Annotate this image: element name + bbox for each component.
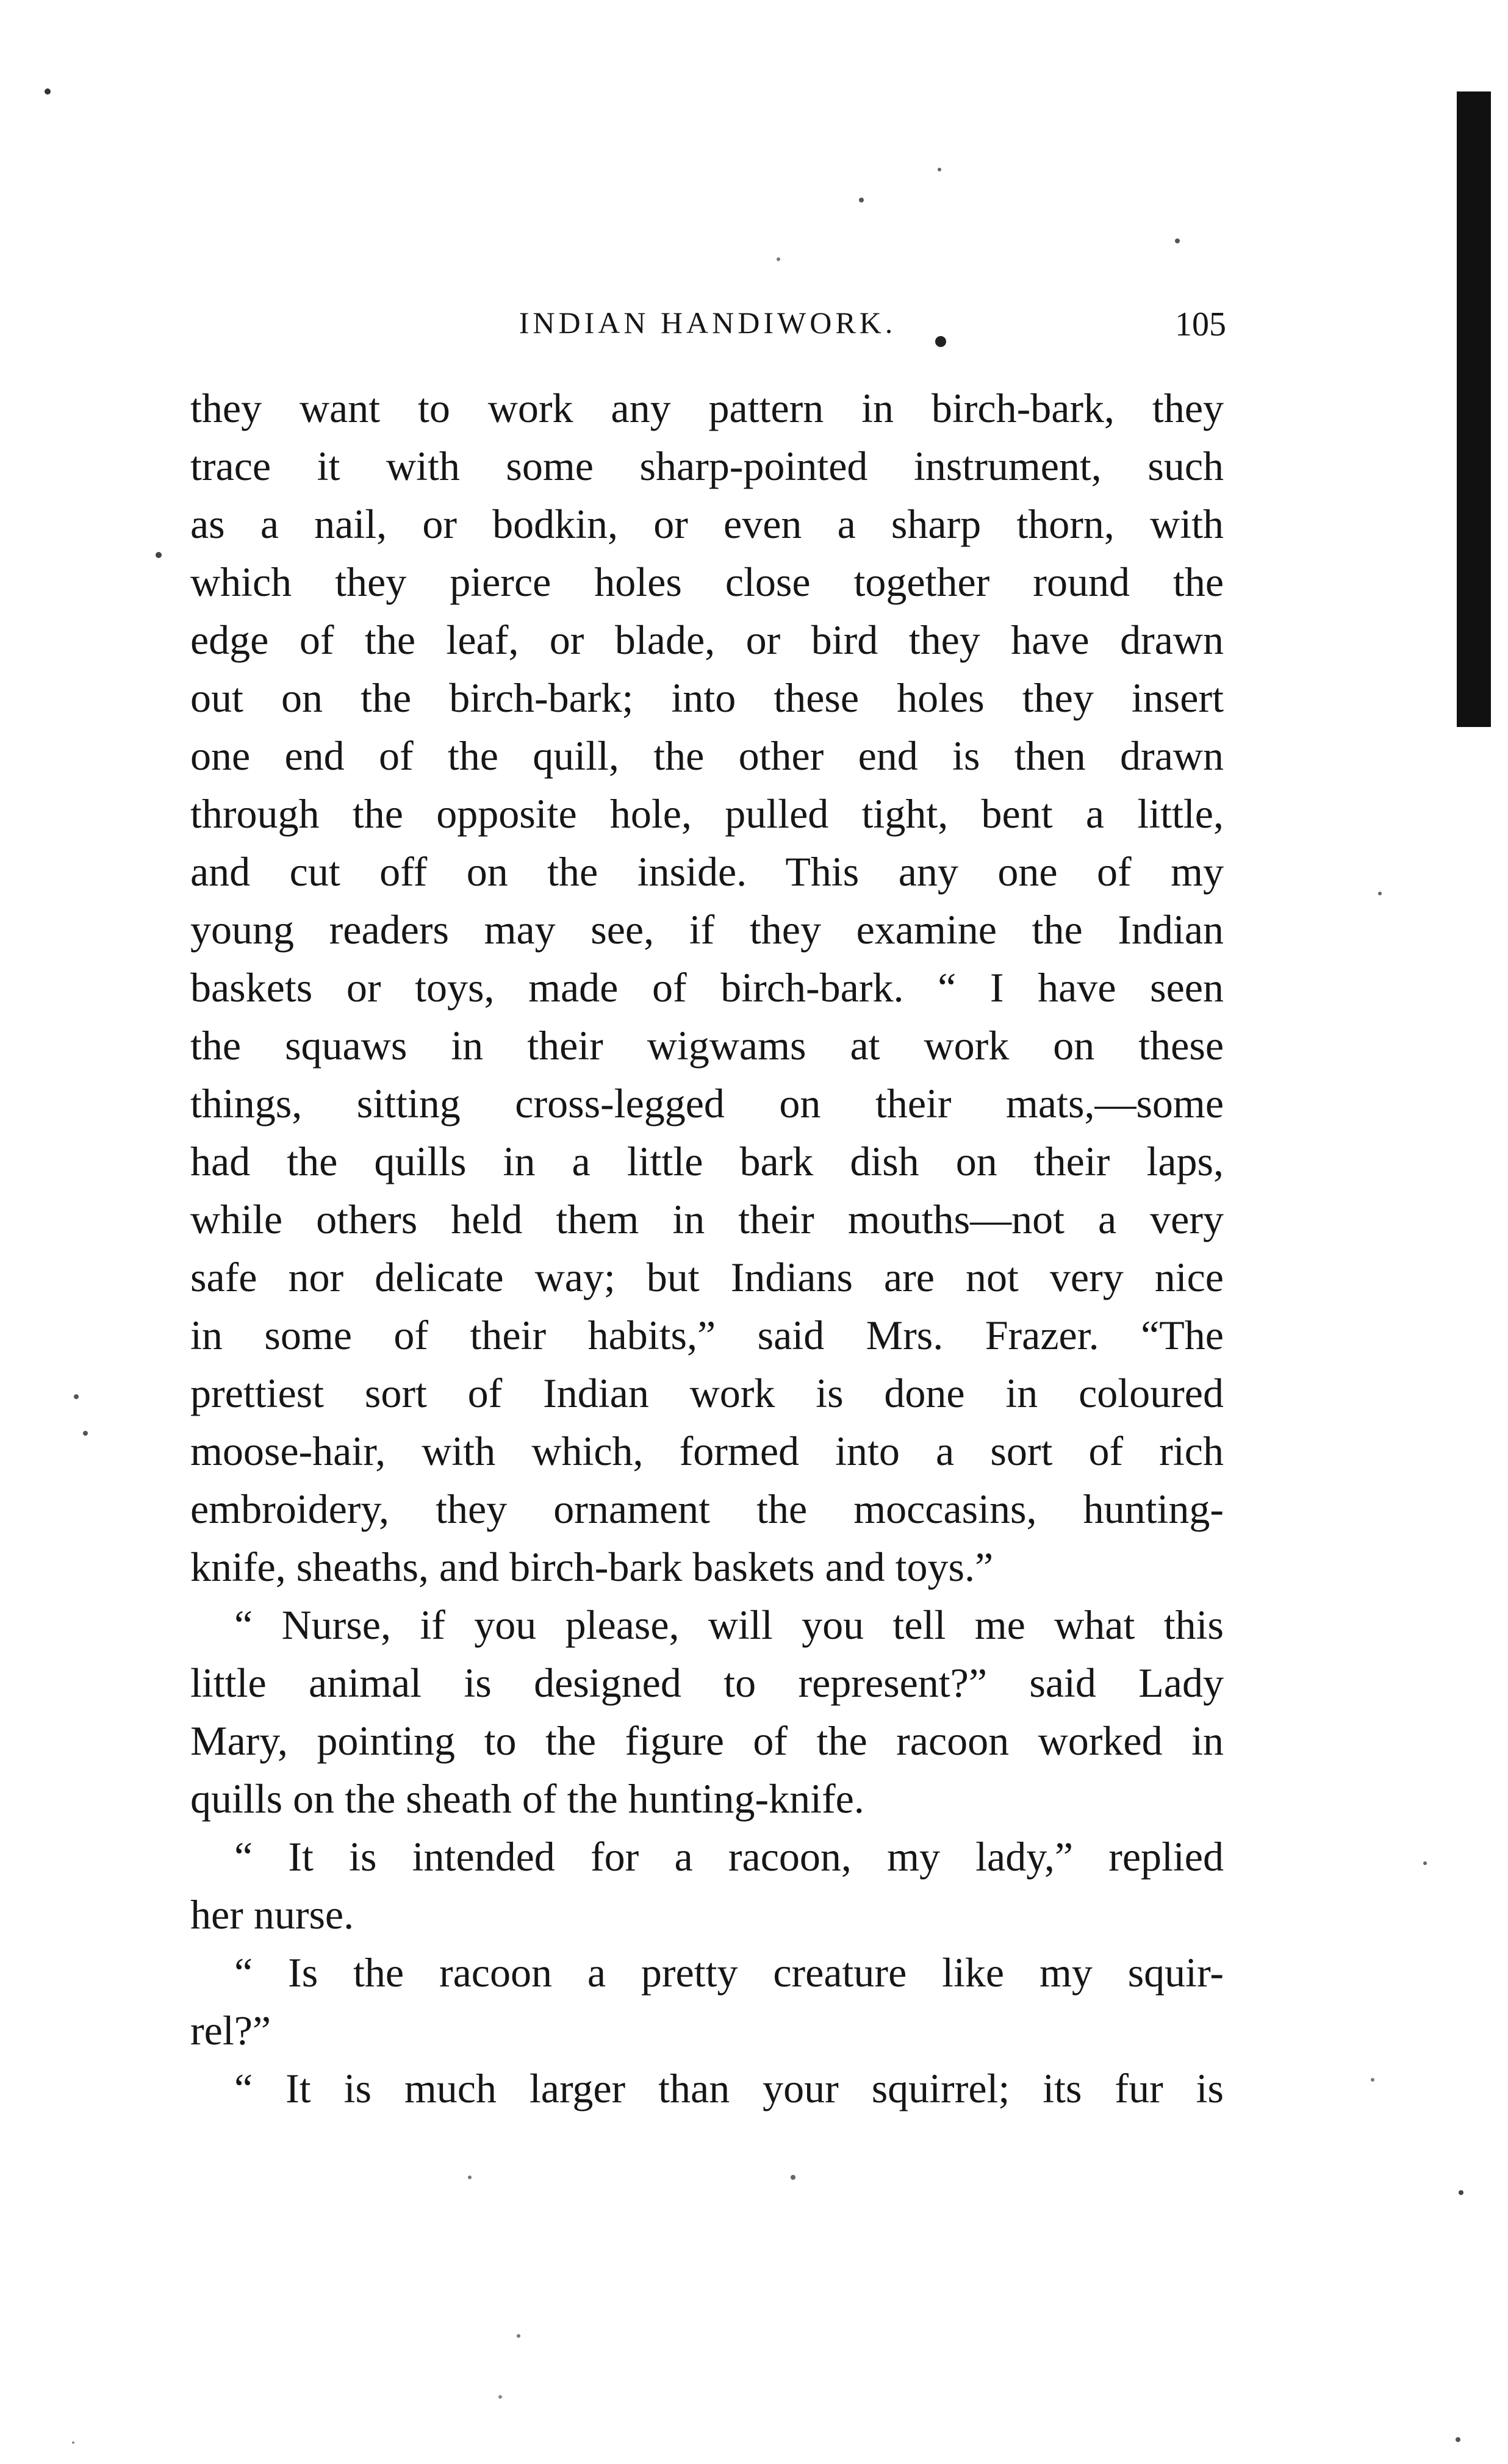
text-line: little animal is designed to represent?” said Lady — [190, 1660, 1224, 1706]
page-header — [189, 305, 1226, 360]
body-text — [190, 379, 1224, 2118]
text-line: the squaws in their wigwams at work on these — [190, 1022, 1224, 1069]
page-number: 105 — [1175, 306, 1226, 343]
text-line: trace it with some sharp-pointed instrument, such — [190, 443, 1224, 489]
text-line: moose-hair, with which, formed into a sort of rich — [190, 1428, 1224, 1474]
text-line: rel?” — [190, 2007, 271, 2054]
text-line: baskets or toys, made of birch-bark. “ I have seen — [190, 964, 1224, 1011]
text-line: Mary, pointing to the figure of the racoon worked in — [190, 1717, 1224, 1764]
text-line: knife, sheaths, and birch-bark baskets and toys.” — [190, 1544, 994, 1590]
text-line: “ Nurse, if you please, will you tell me what this — [234, 1602, 1224, 1648]
text-line: had the quills in a little bark dish on their laps, — [190, 1138, 1224, 1184]
text-line: while others held them in their mouths—not a very — [190, 1196, 1224, 1242]
text-line: “ Is the racoon a pretty creature like my squir- — [234, 1949, 1224, 1996]
text-line: her nurse. — [190, 1891, 354, 1938]
text-line: embroidery, they ornament the moccasins, hunting- — [190, 1486, 1224, 1532]
running-head: INDIAN HANDIWORK. — [519, 306, 897, 340]
text-line: in some of their habits,” said Mrs. Frazer. “The — [190, 1312, 1224, 1358]
text-line: one end of the quill, the other end is then drawn — [190, 732, 1224, 779]
text-line: “ It is much larger than your squirrel; its fur is — [234, 2065, 1224, 2111]
text-line: safe nor delicate way; but Indians are not very nice — [190, 1254, 1224, 1300]
text-line: out on the birch-bark; into these holes they insert — [190, 675, 1224, 721]
text-line: prettiest sort of Indian work is done in coloured — [190, 1370, 1224, 1416]
text-line: things, sitting cross-legged on their mats,—some — [190, 1080, 1224, 1126]
text-line: through the opposite hole, pulled tight, bent a little, — [190, 790, 1224, 837]
text-line: “ It is intended for a racoon, my lady,” replied — [234, 1833, 1224, 1880]
text-line: they want to work any pattern in birch-bark, they — [190, 385, 1224, 431]
text-line: as a nail, or bodkin, or even a sharp thorn, with — [190, 501, 1224, 547]
text-line: quills on the sheath of the hunting-knife. — [190, 1775, 864, 1822]
text-line: young readers may see, if they examine the Indian — [190, 906, 1224, 953]
text-line: and cut off on the inside. This any one of my — [190, 848, 1224, 895]
text-line: edge of the leaf, or blade, or bird they have drawn — [190, 617, 1224, 663]
text-line: which they pierce holes close together round the — [190, 559, 1224, 605]
